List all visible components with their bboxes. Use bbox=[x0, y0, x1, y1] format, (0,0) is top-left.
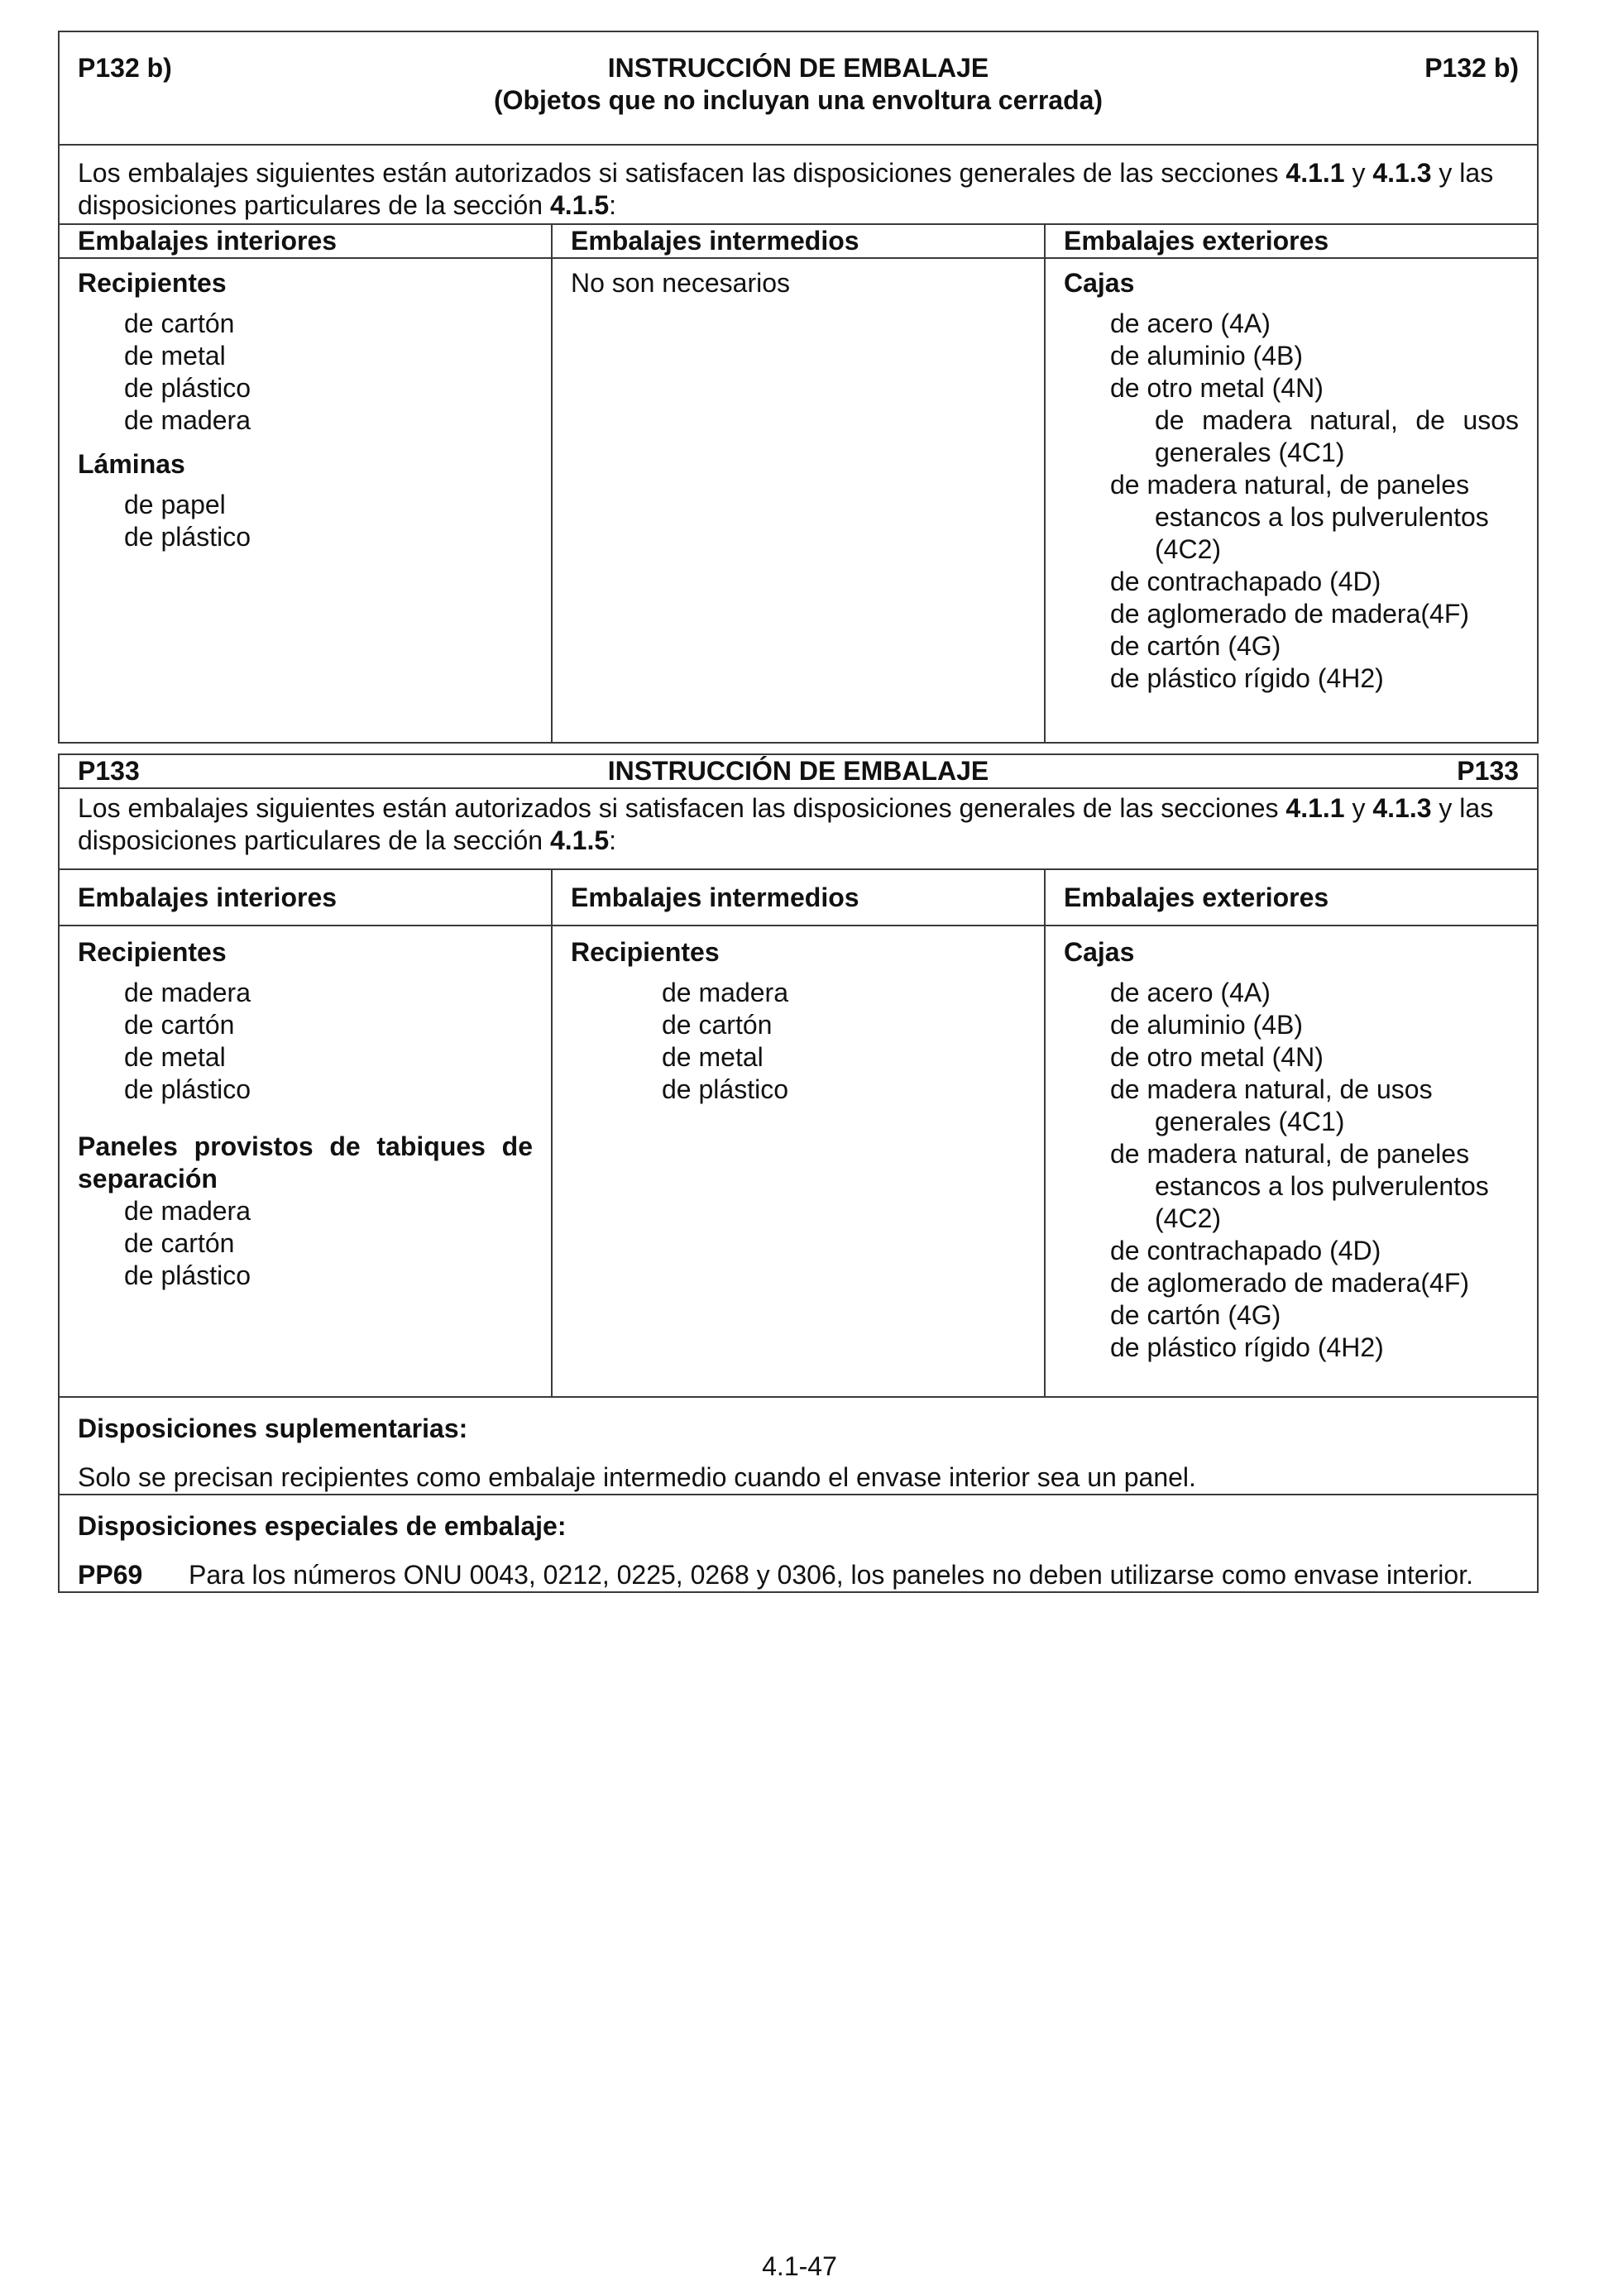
p132-col-outer: Embalajes exteriores bbox=[1045, 224, 1538, 258]
list-item: de madera bbox=[662, 978, 788, 1007]
p133-supplementary bbox=[59, 1397, 1538, 1495]
list-item: de madera natural, de paneles estancos a los pulverulentos (4C2) bbox=[1110, 1139, 1489, 1233]
p133-supp-text: Solo se precisan recipientes como embalaje intermedio cuando el envase interior sea un panel. bbox=[78, 1462, 1196, 1492]
p133-title: INSTRUCCIÓN DE EMBALAJE bbox=[607, 756, 989, 786]
section-ref-4-1-1: 4.1.1 bbox=[1285, 793, 1345, 823]
p133-special-text: Para los números ONU 0043, 0212, 0225, 0268 y 0306, los paneles no deben utilizarse como envase interior. bbox=[189, 1560, 1473, 1590]
p133-col-intermediate: Embalajes intermedios bbox=[552, 869, 1045, 926]
list-item: de plástico bbox=[124, 373, 251, 403]
list-item: de metal bbox=[124, 1042, 226, 1072]
list-item: de aglomerado de madera(4F) bbox=[1110, 1268, 1470, 1298]
p133-intro: Los embalajes siguientes están autorizados si satisfacen las disposiciones generales de las secciones 4.1.1 y 4.1.3 y las disposiciones particulares de la sección 4.1.5: bbox=[59, 788, 1538, 869]
list-item: de madera natural, de paneles estancos a los pulverulentos (4C2) bbox=[1110, 470, 1489, 564]
p133-special-row bbox=[78, 1559, 1519, 1591]
p132-subtitle: (Objetos que no incluyan una envoltura cerrada) bbox=[493, 85, 1104, 115]
list-item: de cartón (4G) bbox=[1110, 1300, 1281, 1330]
list-item: de plástico bbox=[124, 522, 251, 552]
p132-title: INSTRUCCIÓN DE EMBALAJE bbox=[607, 53, 989, 83]
list-item: de metal bbox=[124, 341, 226, 371]
packing-instruction-p133 bbox=[58, 753, 1539, 1593]
p132-inner-group-recipientes: Recipientes bbox=[78, 268, 227, 298]
list-item: de plástico rígido (4H2) bbox=[1110, 1332, 1384, 1362]
list-item: de madera bbox=[124, 1196, 251, 1226]
list-item: de acero (4A) bbox=[1110, 978, 1271, 1007]
p132-intermediate-cell bbox=[552, 258, 1045, 743]
list-item: de cartón (4G) bbox=[1110, 631, 1281, 661]
p132-intermediate-text: No son necesarios bbox=[571, 268, 791, 298]
list-item: de plástico bbox=[124, 1074, 251, 1104]
section-ref-4-1-5: 4.1.5 bbox=[549, 190, 610, 220]
section-ref-4-1-1: 4.1.1 bbox=[1285, 158, 1345, 188]
p133-inner-group-recipientes: Recipientes bbox=[78, 937, 227, 967]
p133-col-outer: Embalajes exteriores bbox=[1045, 869, 1538, 926]
list-item: de aluminio (4B) bbox=[1110, 1010, 1303, 1040]
p132-code-left: P132 b) bbox=[78, 53, 172, 83]
list-item: de cartón bbox=[124, 1010, 235, 1040]
list-item: de plástico bbox=[662, 1074, 788, 1104]
p132-col-intermediate: Embalajes intermedios bbox=[552, 224, 1045, 258]
p132-inner-group-laminas: Láminas bbox=[78, 449, 185, 479]
list-item: de plástico rígido (4H2) bbox=[1110, 663, 1384, 693]
p133-code-left: P133 bbox=[78, 756, 140, 786]
packing-instruction-p132b bbox=[58, 31, 1539, 744]
list-item: de cartón bbox=[124, 1228, 235, 1258]
p132-inner-cell bbox=[59, 258, 552, 743]
list-item: de madera natural, de usos generales (4C1) bbox=[1155, 405, 1520, 467]
p133-outer-group-cajas: Cajas bbox=[1064, 937, 1135, 967]
p133-col-inner: Embalajes interiores bbox=[59, 869, 552, 926]
list-item: de papel bbox=[124, 490, 226, 519]
p133-intermediate-cell bbox=[552, 926, 1045, 1397]
p133-inner-cell bbox=[59, 926, 552, 1397]
section-ref-4-1-5: 4.1.5 bbox=[549, 825, 610, 855]
p132-intro: Los embalajes siguientes están autorizados si satisfacen las disposiciones generales de las secciones 4.1.1 y 4.1.3 y las disposiciones particulares de la sección 4.1.5: bbox=[59, 145, 1538, 224]
list-item: de plástico bbox=[124, 1260, 251, 1290]
list-item: de otro metal (4N) bbox=[1110, 373, 1324, 403]
list-item: de contrachapado (4D) bbox=[1110, 1236, 1381, 1265]
section-ref-4-1-3: 4.1.3 bbox=[1372, 158, 1432, 188]
list-item: de acero (4A) bbox=[1110, 309, 1271, 338]
p133-special bbox=[59, 1495, 1538, 1592]
list-item: de otro metal (4N) bbox=[1110, 1042, 1324, 1072]
list-item: de cartón bbox=[662, 1010, 773, 1040]
p133-intermediate-group-recipientes: Recipientes bbox=[571, 937, 720, 967]
p132-outer-cell bbox=[1045, 258, 1538, 743]
list-item: de aluminio (4B) bbox=[1110, 341, 1303, 371]
page-number: 4.1-47 bbox=[762, 2251, 837, 2281]
p133-special-code: PP69 bbox=[78, 1560, 143, 1590]
list-item: de madera natural, de usos generales (4C1) bbox=[1110, 1074, 1433, 1136]
p132-col-inner: Embalajes interiores bbox=[59, 224, 552, 258]
p133-outer-cell bbox=[1045, 926, 1538, 1397]
p133-inner-group-paneles: Paneles provistos de tabiques de separación bbox=[78, 1131, 533, 1193]
p133-supp-title: Disposiciones suplementarias: bbox=[78, 1413, 468, 1443]
p132-code-right: P132 b) bbox=[1424, 53, 1520, 83]
list-item: de aglomerado de madera(4F) bbox=[1110, 599, 1470, 629]
list-item: de metal bbox=[662, 1042, 764, 1072]
p132-header bbox=[59, 31, 1538, 145]
p132-outer-group-cajas: Cajas bbox=[1064, 268, 1135, 298]
list-item: de madera bbox=[124, 405, 251, 435]
p133-special-title: Disposiciones especiales de embalaje: bbox=[78, 1511, 567, 1541]
p133-header bbox=[59, 754, 1538, 788]
p133-code-right: P133 bbox=[1457, 756, 1520, 786]
list-item: de contrachapado (4D) bbox=[1110, 567, 1381, 596]
section-ref-4-1-3: 4.1.3 bbox=[1372, 793, 1432, 823]
list-item: de cartón bbox=[124, 309, 235, 338]
list-item: de madera bbox=[124, 978, 251, 1007]
